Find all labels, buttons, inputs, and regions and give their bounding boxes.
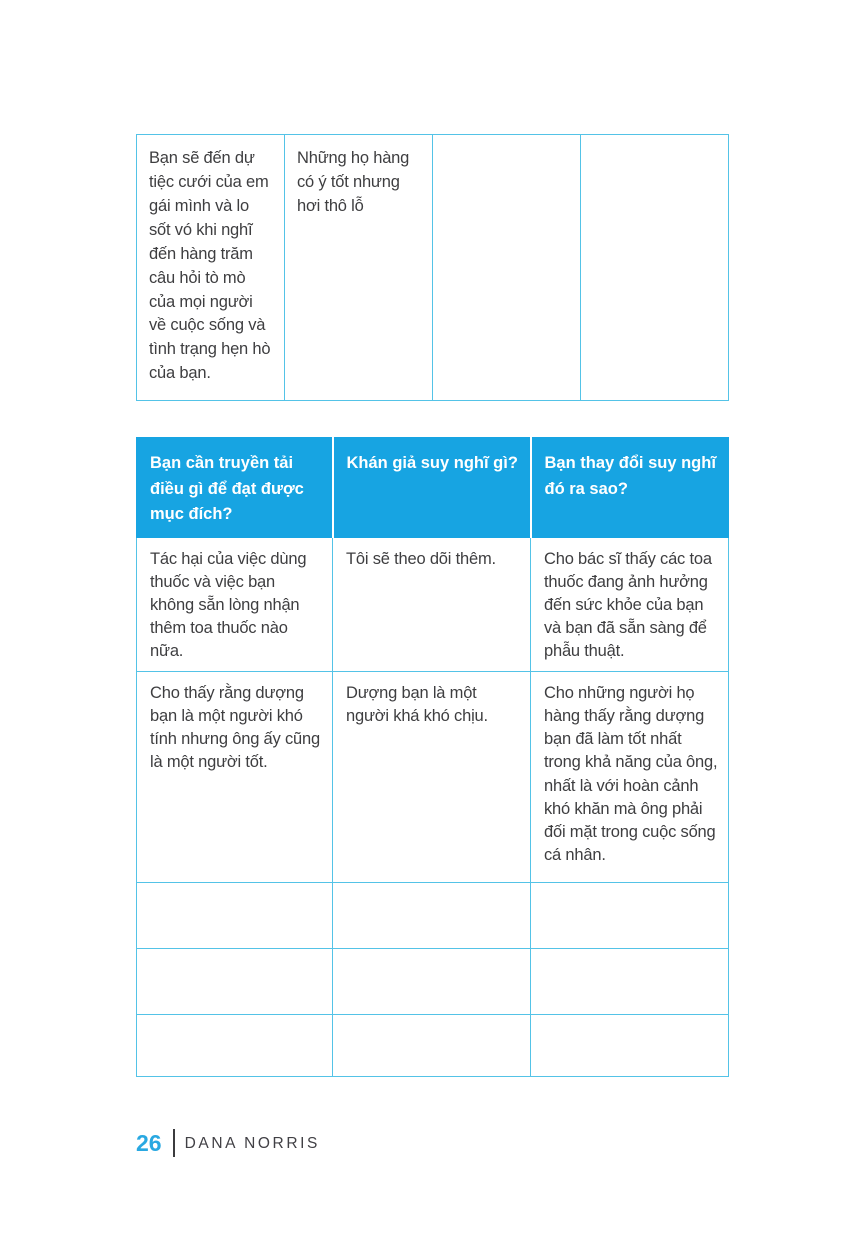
cell-change-stepfather: Cho những người họ hàng thấy rằng dượng bạn đã làm tốt nhất trong khả năng của ông, nhất là với hoàn cảnh khó khăn mà ông phải đối mặt trong cuộc sống cá nhân. bbox=[531, 672, 729, 883]
blank-cell bbox=[531, 1015, 729, 1077]
scenario-cell-situation: Bạn sẽ đến dự tiệc cưới của em gái mình và lo sốt vó khi nghĩ đến hàng trăm câu hỏi tò mò của mọi người về cuộc sống và tình trạng hẹn hò của bạn. bbox=[137, 135, 285, 401]
cell-message-stepfather: Cho thấy rằng dượng bạn là một người khó tính nhưng ông ấy cũng là một người tốt. bbox=[137, 672, 333, 883]
blank-cell bbox=[137, 949, 333, 1015]
scenario-cell-empty-2 bbox=[581, 135, 729, 401]
blank-cell bbox=[137, 883, 333, 949]
cell-thought-doctor: Tôi sẽ theo dõi thêm. bbox=[333, 537, 531, 671]
blank-cell bbox=[333, 1015, 531, 1077]
blank-cell bbox=[137, 1015, 333, 1077]
footer-divider bbox=[173, 1129, 175, 1157]
persuasion-row-blank-2 bbox=[137, 949, 729, 1015]
cell-thought-stepfather: Dượng bạn là một người khá khó chịu. bbox=[333, 672, 531, 883]
scenario-table-row bbox=[137, 135, 729, 401]
cell-change-doctor: Cho bác sĩ thấy các toa thuốc đang ảnh hưởng đến sức khỏe của bạn và bạn đã sẵn sàng để phẫu thuật. bbox=[531, 537, 729, 671]
persuasion-row-stepfather bbox=[137, 672, 729, 883]
column-header-audience-thought: Khán giả suy nghĩ gì? bbox=[333, 438, 531, 538]
persuasion-row-doctor bbox=[137, 537, 729, 671]
persuasion-table bbox=[136, 437, 729, 1077]
persuasion-row-blank-1 bbox=[137, 883, 729, 949]
blank-cell bbox=[333, 883, 531, 949]
page-number: 26 bbox=[136, 1129, 162, 1156]
column-header-change-thought: Bạn thay đổi suy nghĩ đó ra sao? bbox=[531, 438, 729, 538]
scenario-table bbox=[136, 134, 729, 401]
blank-cell bbox=[531, 949, 729, 1015]
author-name: DANA NORRIS bbox=[184, 1135, 320, 1152]
column-header-message-goal: Bạn cần truyền tải điều gì để đạt được mục đích? bbox=[137, 438, 333, 538]
blank-cell bbox=[333, 949, 531, 1015]
persuasion-header-row bbox=[137, 438, 729, 538]
blank-cell bbox=[531, 883, 729, 949]
scenario-cell-empty-1 bbox=[433, 135, 581, 401]
cell-message-doctor: Tác hại của việc dùng thuốc và việc bạn không sẵn lòng nhận thêm toa thuốc nào nữa. bbox=[137, 537, 333, 671]
page-footer bbox=[136, 1128, 320, 1158]
persuasion-row-blank-3 bbox=[137, 1015, 729, 1077]
scenario-cell-audience: Những họ hàng có ý tốt nhưng hơi thô lỗ bbox=[285, 135, 433, 401]
